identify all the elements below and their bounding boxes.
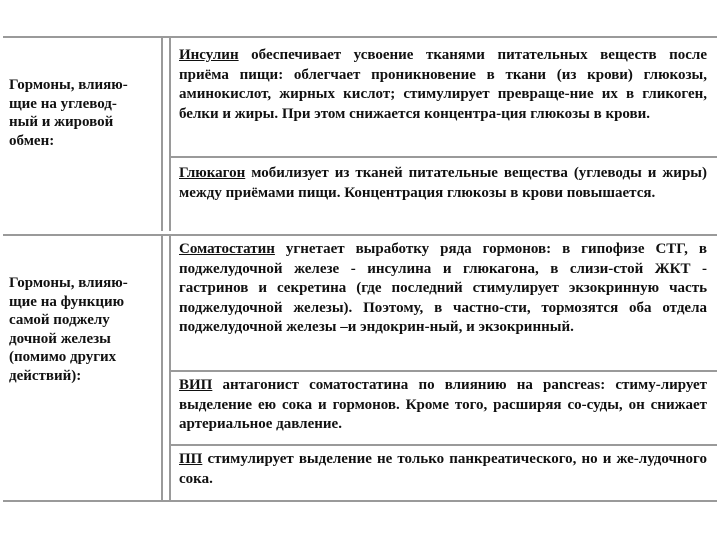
row-label: Гормоны, влияю- щие на функцию самой поджелу дочной железы (помимо других действий):: [9, 275, 128, 384]
paragraph-text: антагонист соматостатина по влиянию на pancreas: стиму-лирует выделение ею сока и гормонов. Кроме того, расширяя со-суды, он снижает артериальное давление.: [179, 377, 707, 432]
row-label: Гормоны, влияю- щие на углевод- ный и жировой обмен:: [9, 77, 128, 149]
table-row: [3, 234, 717, 502]
row-content-cell: [169, 38, 717, 231]
paragraph-text: угнетает выработку ряда гормонов: в гипофизе СТГ, в поджелудочной железе - инсулина и глюкагона, в слизи-стой ЖКТ - гастринов и секретина (где последний стимулирует экзокринную часть поджелудочной железы). Поэтому, в частно-сти, тормозятся оба отдела поджелудочной железы –и эндокрин-ный, и экзокринный.: [179, 241, 707, 335]
term-glucagon: Глюкагон: [179, 165, 246, 181]
paragraph-divider: [171, 444, 717, 446]
hormone-table: [3, 36, 717, 502]
paragraph-divider: [171, 370, 717, 372]
paragraph-text: мобилизует из тканей питательные вещества (углеводы и жиры) между приёмами пищи. Концентрация глюкозы в крови повышается.: [179, 165, 707, 201]
paragraph-text: обеспечивает усвоение тканями питательных веществ после приёма пищи: облегчает проникновение в ткани (из крови) глюкозы, аминокислот, жирных кислот; стимулирует превраще-ние их в гликоген, белки и жиры. При этом снижается концентра-ция глюкозы в крови.: [179, 47, 707, 122]
term-somatostatin: Соматостатин: [179, 241, 275, 257]
paragraph-insulin: [179, 46, 707, 124]
paragraph-pp: [179, 450, 707, 489]
table-row: [3, 38, 717, 231]
term-vip: ВИП: [179, 377, 213, 393]
term-insulin: Инсулин: [179, 47, 239, 63]
paragraph-glucagon: [179, 164, 707, 203]
row-content-cell: [169, 236, 717, 502]
term-pp: ПП: [179, 451, 203, 467]
paragraph-divider: [171, 156, 717, 158]
row-label-cell: [3, 236, 163, 502]
row-label-cell: [3, 38, 163, 231]
paragraph-text: стимулирует выделение не только панкреатического, но и же-лудочного сока.: [179, 451, 707, 487]
paragraph-vip: [179, 376, 707, 435]
paragraph-somatostatin: [179, 240, 707, 338]
